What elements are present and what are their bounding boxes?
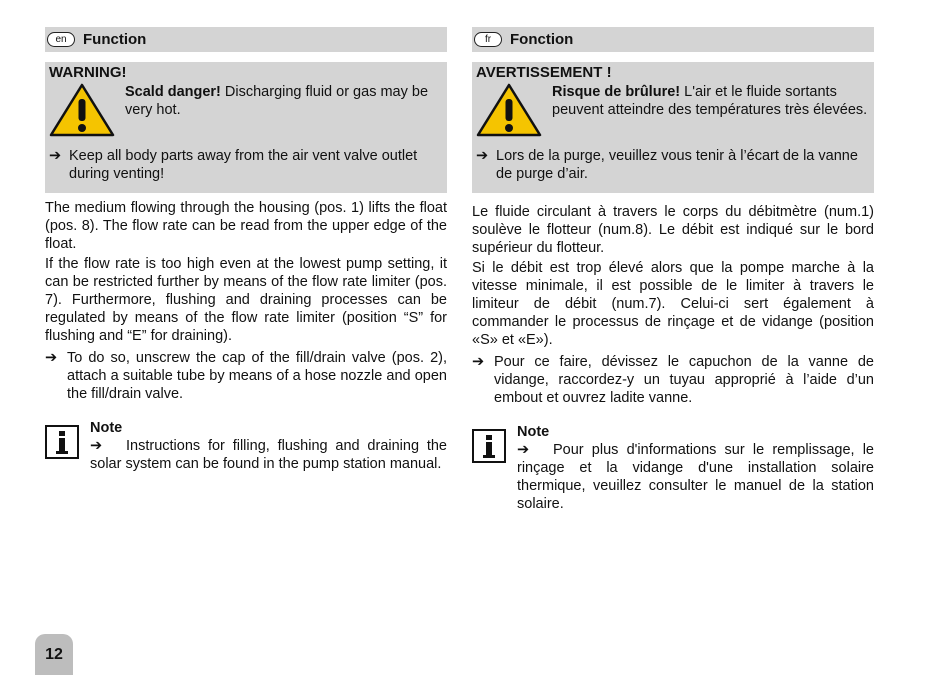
column-english <box>45 27 447 473</box>
paragraph: Le fluide circulant à travers le corps du débitmètre (num.1) soulève le flotteur (num.8). Le débit est indiqué sur le bord supérieur du flotteur. <box>472 204 874 256</box>
column-french <box>472 27 874 513</box>
arrow-right-icon: ➔ <box>90 438 103 454</box>
note-text <box>517 441 874 513</box>
arrow-right-icon: ➔ <box>517 442 530 458</box>
note-title: Note <box>90 420 123 436</box>
note-block <box>472 423 874 513</box>
warning-lead-text: Discharging fluid or gas may be very hot. <box>125 84 429 118</box>
page-number: 12 <box>35 634 73 675</box>
warning-text <box>552 83 870 137</box>
section-header <box>45 27 447 52</box>
warning-lead: Scald danger! <box>125 84 221 100</box>
info-icon <box>472 429 506 463</box>
language-badge: en <box>47 32 75 47</box>
note-text-content: Pour plus d'informations sur le remplissage, le rinçage et la vidange d'une installation solaire thermique, veuillez consulter le manuel de la station solaire. <box>517 442 874 512</box>
instruction <box>45 349 447 403</box>
warning-title: WARNING! <box>49 64 127 81</box>
note-block <box>45 419 447 473</box>
note-title: Note <box>517 424 550 440</box>
instruction <box>472 353 874 407</box>
note-text-content: Instructions for filling, flushing and draining the solar system can be found in the pump station manual. <box>90 438 447 472</box>
warning-instruction-text: Lors de la purge, veuillez vous tenir à l’écart de la vanne de purge d’air. <box>496 148 858 182</box>
body-text <box>472 203 874 407</box>
body-text <box>45 199 447 403</box>
instruction-text: To do so, unscrew the cap of the fill/drain valve (pos. 2), attach a suitable tube by means of a hose nozzle and open the fill/drain valve. <box>67 350 447 402</box>
info-icon <box>45 425 79 459</box>
note-text <box>90 437 447 473</box>
warning-instruction-text: Keep all body parts away from the air vent valve outlet during venting! <box>69 148 418 182</box>
paragraph: Si le débit est trop élevé alors que la pompe marche à la vitesse minimale, il est possible de le limiter à travers le limiteur de débit (num.7). Celui-ci sert également à commander le processus de rinçage et de vidange (position «S» et «E»). <box>472 260 874 348</box>
warning-box <box>472 62 874 193</box>
warning-lead-text: L'air et le fluide sortants peuvent atteindre des températures très élevées. <box>552 84 868 118</box>
section-title: Fonction <box>510 31 574 48</box>
arrow-right-icon: ➔ <box>45 350 58 366</box>
warning-triangle-icon <box>49 83 115 137</box>
paragraph: If the flow rate is too high even at the lowest pump setting, it can be restricted further by means of the flow rate limiter (pos. 7). Furthermore, flushing and draining processes can be regulated by means of the flow rate limiter (position “S” for flushing and “E” for draining). <box>45 256 447 344</box>
warning-box <box>45 62 447 193</box>
warning-title: AVERTISSEMENT ! <box>476 64 612 81</box>
paragraph: The medium flowing through the housing (pos. 1) lifts the float (pos. 8). The flow rate can be read from the upper edge of the float. <box>45 200 447 252</box>
section-title: Function <box>83 31 147 48</box>
language-badge: fr <box>474 32 502 47</box>
warning-triangle-icon <box>476 83 542 137</box>
instruction-text: Pour ce faire, dévissez le capuchon de la vanne de vidange, raccordez-y un tuyau approprié à l’aide d’un embout et ouvrez ladite vanne. <box>494 354 874 406</box>
arrow-right-icon: ➔ <box>472 354 485 370</box>
warning-instruction <box>49 147 443 183</box>
warning-lead: Risque de brûlure! <box>552 84 681 100</box>
warning-text <box>125 83 443 137</box>
arrow-right-icon: ➔ <box>476 148 489 164</box>
arrow-right-icon: ➔ <box>49 148 62 164</box>
section-header <box>472 27 874 52</box>
warning-instruction <box>476 147 870 183</box>
